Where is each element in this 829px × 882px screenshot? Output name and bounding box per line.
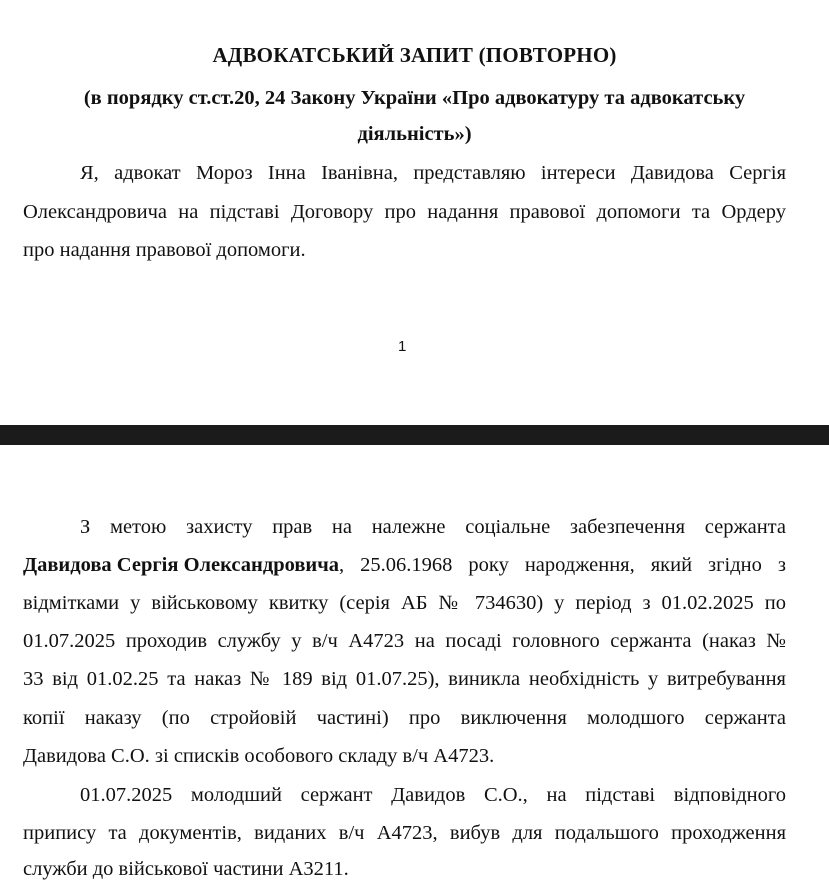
paragraph-1-line-2 xyxy=(23,553,786,577)
paragraph-2-line-2: припису та документів, виданих в/ч А4723, вибув для подальшого проходження xyxy=(23,822,786,844)
paragraph-1-line-1: З метою захисту прав на належне соціальне забезпечення сержанта xyxy=(80,516,786,538)
paragraph-1-line-3: відмітками у військовому квитку (серія АБ № 734630) у період з 01.02.2025 по xyxy=(23,592,786,614)
page-separator xyxy=(0,425,829,445)
paragraph-2-line-3: служби до військової частини А3211. xyxy=(23,858,349,880)
paragraph-1-line-2-rest: , 25.06.1968 року народження, який згідно з xyxy=(339,554,786,576)
page-number: 1 xyxy=(398,338,407,355)
document-page-2 xyxy=(0,445,829,882)
intro-line-2: Олександровича на підставі Договору про надання правової допомоги та Ордеру xyxy=(23,201,786,223)
document-subtitle-line-2: діяльність») xyxy=(357,123,472,145)
paragraph-1-line-5: 33 від 01.02.25 та наказ № 189 від 01.07.25), виникла необхідність у витребування xyxy=(23,668,786,690)
paragraph-1-line-4: 01.07.2025 проходив службу у в/ч А4723 на посаді головного сержанта (наказ № xyxy=(23,630,786,652)
paragraph-2-line-1: 01.07.2025 молодший сержант Давидов С.О., на підставі відповідного xyxy=(80,784,786,806)
paragraph-1-line-7: Давидова С.О. зі списків особового складу в/ч А4723. xyxy=(23,745,495,767)
document-title: АДВОКАТСЬКИЙ ЗАПИТ (ПОВТОРНО) xyxy=(212,43,617,67)
paragraph-1-line-6: копії наказу (по стройовій частині) про виключення молодшого сержанта xyxy=(23,707,786,729)
intro-line-1: Я, адвокат Мороз Інна Іванівна, представляю інтереси Давидова Сергія xyxy=(80,162,786,184)
document-subtitle-line-1: (в порядку ст.ст.20, 24 Закону України «Про адвокатуру та адвокатську xyxy=(83,87,746,109)
document-page-1 xyxy=(0,0,829,425)
client-name-bold: Давидова Сергія Олександровича xyxy=(23,554,340,576)
intro-line-3: про надання правової допомоги. xyxy=(23,239,306,261)
